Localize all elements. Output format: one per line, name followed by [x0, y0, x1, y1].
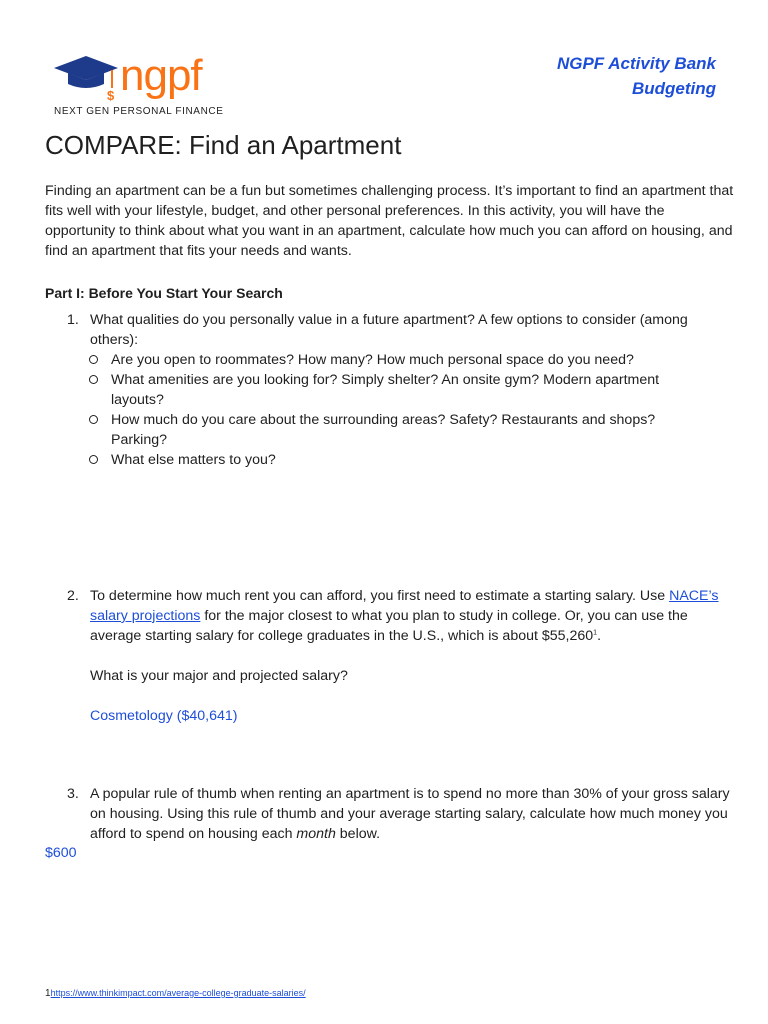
list-item — [89, 410, 701, 450]
question-number: 2. — [67, 588, 79, 604]
part-1-heading: Part I: Before You Start Your Search — [45, 285, 283, 301]
footnote-number: 1 — [45, 988, 51, 999]
question-2 — [45, 586, 735, 726]
question-text-middle: for the major closest to what you plan to study in college. Or, you can use the average starting salary for college graduates in the U.S., which is about $55,260 — [90, 608, 688, 644]
logo-wordmark: ngpf — [120, 51, 202, 100]
question-text: What qualities do you personally value in a future apartment? A few options to consider (among others): — [90, 312, 688, 348]
question-text-end: below. — [335, 826, 381, 842]
footnote-source-link[interactable]: https://www.thinkimpact.com/average-college-graduate-salaries/ — [50, 988, 306, 998]
graduation-cap-icon — [52, 48, 252, 104]
list-item — [89, 370, 701, 410]
question-number: 1. — [67, 312, 79, 328]
question-text — [90, 586, 730, 646]
question-3 — [45, 784, 735, 844]
hollow-circle-bullet-icon — [89, 455, 98, 464]
question-text-start: To determine how much rent you can afford, you first need to estimate a starting salary. Use — [90, 588, 670, 604]
logo-subtitle: NEXT GEN PERSONAL FINANCE — [54, 106, 224, 117]
question-1-options — [89, 350, 735, 470]
list-item — [89, 450, 701, 470]
list-item-text: Are you open to roommates? How many? How much personal space do you need? — [111, 352, 634, 368]
hollow-circle-bullet-icon — [89, 355, 98, 364]
emphasized-word: month — [296, 826, 336, 842]
question-text-start: A popular rule of thumb when renting an apartment is to spend no more than 30% of your gross salary on housing. Using this rule of thumb and your average starting salary, calculate how much money you afford to spend on housing each — [90, 786, 730, 842]
footnote — [45, 988, 306, 999]
answer-major-salary[interactable]: Cosmetology ($40,641) — [90, 708, 238, 724]
svg-text:$: $ — [107, 88, 115, 103]
activity-bank-category: Budgeting — [631, 79, 716, 98]
footnote-marker[interactable]: 1 — [593, 629, 598, 637]
activity-bank-title: NGPF Activity Bank — [556, 54, 716, 73]
question-number: 3. — [67, 786, 79, 802]
page-title: COMPARE: Find an Apartment — [45, 130, 402, 160]
question-1 — [45, 310, 735, 470]
answer-monthly-housing[interactable]: $600 — [45, 845, 77, 861]
list-item — [89, 350, 701, 370]
question-text-end: . — [597, 628, 602, 644]
question-text — [90, 784, 730, 844]
ngpf-logo[interactable] — [52, 48, 252, 120]
activity-bank-label — [557, 51, 716, 101]
list-item-text: How much do you care about the surrounding areas? Safety? Restaurants and shops? Parking? — [111, 412, 656, 448]
hollow-circle-bullet-icon — [89, 375, 98, 384]
intro-paragraph: Finding an apartment can be a fun but sometimes challenging process. It’s important to find an apartment that fits well with your lifestyle, budget, and other personal preferences. In this activity, you will have the opportunity to think about what you want in an apartment, calculate how much you can afford on housing, and find an apartment that fits your needs and wants. — [45, 183, 734, 259]
nace-salary-projections-link[interactable]: NACE’s salary projections — [90, 588, 719, 624]
list-item-text: What amenities are you looking for? Simply shelter? An onsite gym? Modern apartment layouts? — [111, 372, 660, 408]
question-prompt: What is your major and projected salary? — [90, 668, 348, 684]
hollow-circle-bullet-icon — [89, 415, 98, 424]
list-item-text: What else matters to you? — [111, 452, 276, 468]
